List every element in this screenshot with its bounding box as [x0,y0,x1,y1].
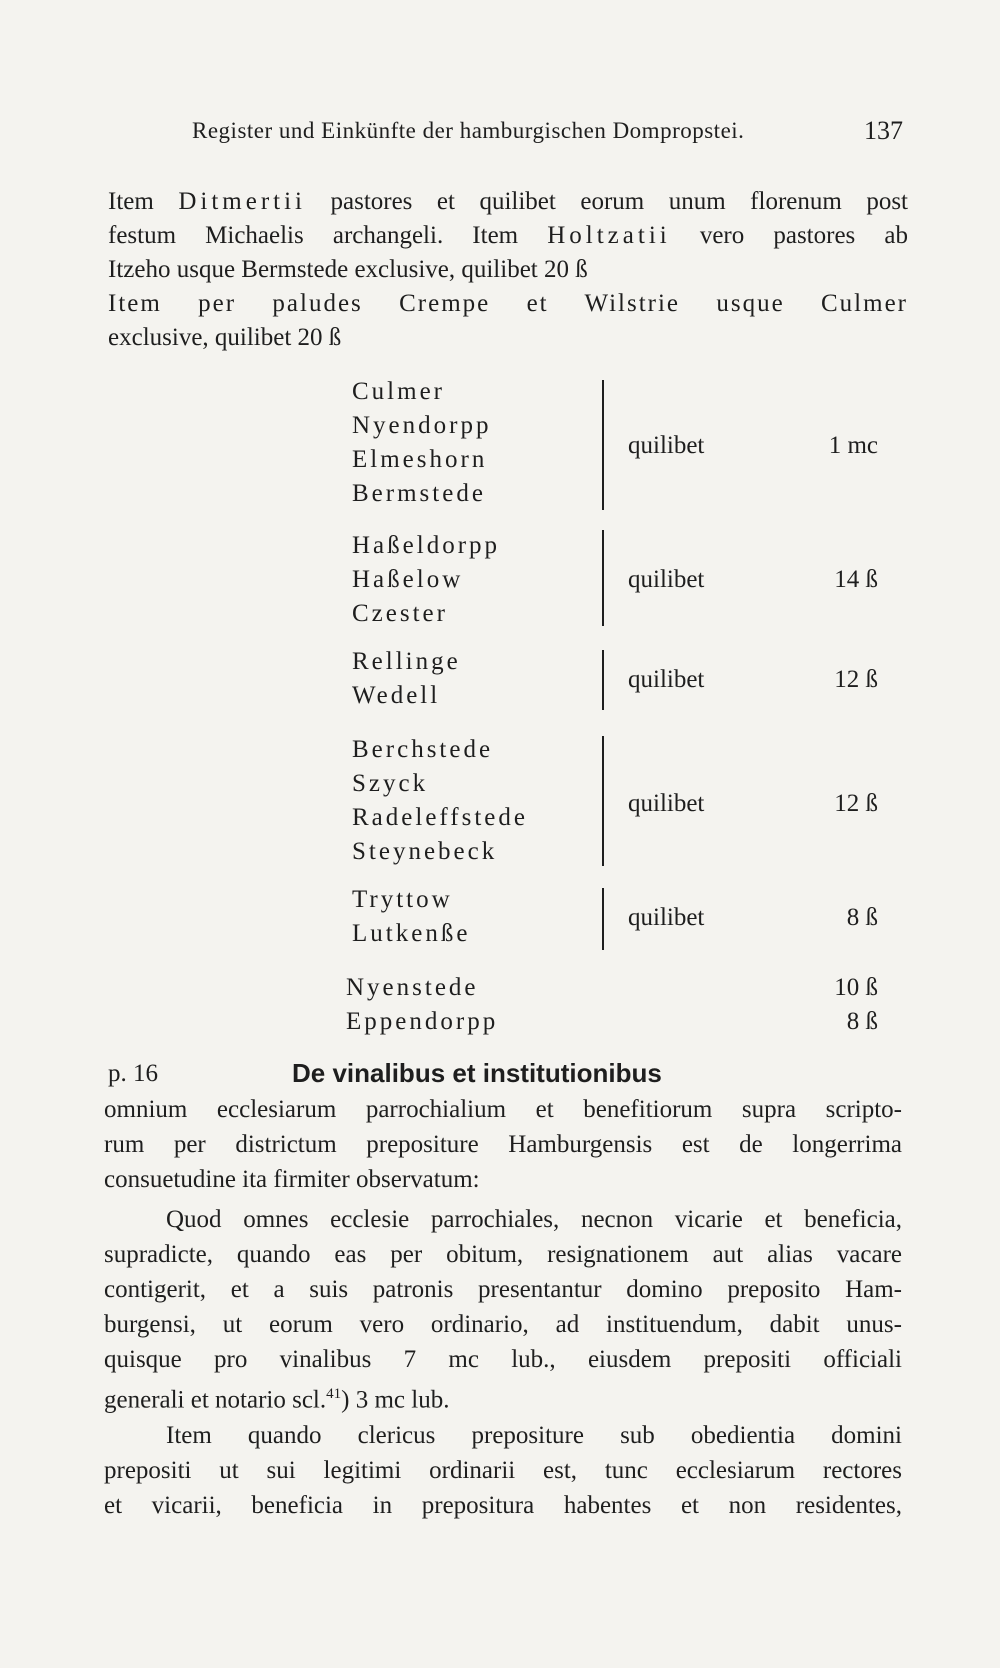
place-name: Berchstede [352,736,494,763]
quilibet-label: quilibet [628,666,705,693]
place-name: Culmer [352,378,445,405]
place-name: Lutkenße [352,920,471,947]
text-line [108,222,908,250]
text-line: Quod omnes ecclesie parrochiales, necnon vicarie et beneficia, [166,1206,902,1233]
quilibet-label: quilibet [628,432,705,459]
text-line: Item quando clericus prepositure sub obedientia domini [166,1422,902,1449]
spaced-name: Ditmertii [178,188,306,215]
amount: 12 ß [834,666,878,693]
place-name: Haßeldorpp [352,532,501,559]
text-line: quisque pro vinalibus 7 mc lub., eiusdem prepositi officiali [104,1346,902,1373]
place-name: Eppendorpp [346,1008,499,1035]
place-name: Nyenstede [346,974,479,1001]
place-name: Radeleffstede [352,804,528,831]
text-line: supradicte, quando eas per obitum, resignationem aut alias vacare [104,1241,902,1268]
text-line: Item per paludes Crempe et Wilstrie usque Culmer [108,290,908,317]
page-number: 137 [864,116,903,145]
text-run: festum Michaelis archangeli. Item [108,222,548,249]
brace [596,650,604,710]
place-name: Rellinge [352,648,461,675]
amount: 8 ß [846,1008,878,1035]
paragraph [104,1202,902,1417]
place-name: Haßelow [352,566,464,593]
brace [596,736,604,866]
text-line: prepositi ut sui legitimi ordinarii est, tunc ecclesiarum rectores [104,1457,902,1484]
text-run: ) 3 mc lub. [341,1386,450,1414]
spaced-name: Holtzatii [547,222,671,249]
text-run: pastores et quilibet eorum unum florenum post [305,188,908,215]
quilibet-label: quilibet [628,566,705,593]
paragraph [104,1418,902,1523]
brace [596,380,604,510]
place-name: Tryttow [352,886,453,913]
amount: 8 ß [846,904,878,931]
section-title: De vinalibus et institutionibus [292,1058,662,1088]
text-run: generali et notario scl. [104,1386,327,1414]
text-line [104,1377,902,1417]
text-line: et vicarii, beneficia in prepositura habentes et non residentes, [104,1492,902,1519]
section-intro-paragraph [104,1092,902,1197]
amount: 12 ß [834,790,878,817]
amount: 1 mc [828,432,878,459]
amount: 10 ß [834,974,878,1001]
quilibet-label: quilibet [628,790,705,817]
running-header: Register und Einkünfte der hamburgischen Dompropstei. [192,118,745,143]
quilibet-label: quilibet [628,904,705,931]
text-line: Itzeho usque Bermstede exclusive, quilibet 20 ß [108,256,588,283]
place-name: Wedell [352,682,441,709]
place-name: Szyck [352,770,429,797]
brace [596,530,604,626]
text-line [108,188,908,216]
place-name: Bermstede [352,480,486,507]
text-line: burgensi, ut eorum vero ordinario, ad instituendum, dabit unus- [104,1311,902,1338]
place-name: Elmeshorn [352,446,488,473]
text-line: contigerit, et a suis patronis presentantur domino preposito Ham- [104,1276,902,1303]
text-line: rum per districtum prepositure Hamburgensis est de longerrima [104,1131,902,1158]
amount: 14 ß [834,566,878,593]
text-run: vero pastores ab [670,222,908,249]
place-name: Steynebeck [352,838,498,865]
text-line: exclusive, quilibet 20 ß [108,324,342,351]
text-run: Item [108,188,179,215]
place-name: Nyendorpp [352,412,492,439]
footnote-marker: 41 [326,1386,342,1402]
text-line: omnium ecclesiarum parrochialium et benefitiorum supra scripto- [104,1096,902,1123]
margin-page-reference: p. 16 [108,1060,158,1087]
place-name: Czester [352,600,448,627]
text-line: consuetudine ita firmiter observatum: [104,1166,480,1193]
brace [596,888,604,950]
